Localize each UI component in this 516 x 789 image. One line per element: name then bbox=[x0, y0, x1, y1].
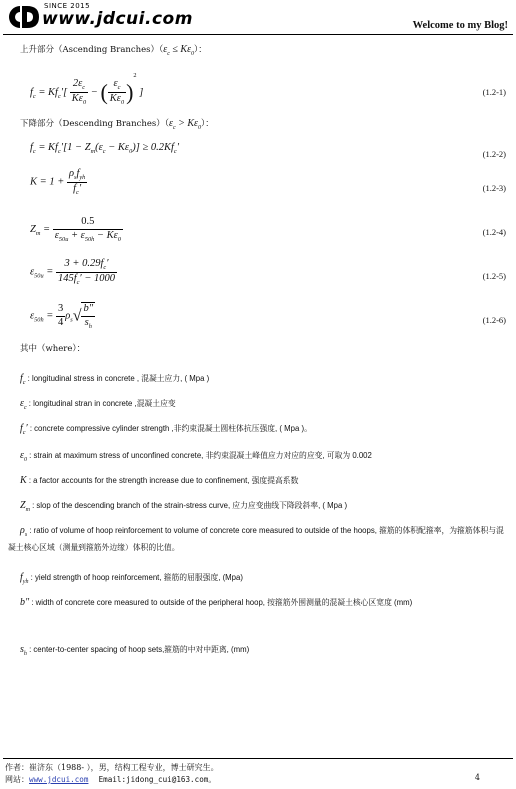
equation-1-2-1: $f_c = Kf_c'$[ $\frac{2\varepsilon_c}{K\varepsilon_0}$ − ( $\frac{\varepsilon_c}{K\varepsilon_0}$ )$^2$ ] (1.2-1) bbox=[30, 72, 506, 107]
def-sh: $s_h$ : center-to-center spacing of hoop sets,箍筋的中对中距离, (mm) bbox=[20, 644, 250, 657]
def-fyh: $f_{yh}$ : yield strength of hoop reinforcement, 箍筋的屈服强度, (Mpa) bbox=[20, 572, 243, 585]
equation-number: (1.2-4) bbox=[482, 226, 506, 237]
header-rule bbox=[3, 34, 513, 35]
equation-1-2-2: $f_c = Kf_c'[1 - Z_m(\varepsilon_c - K\varepsilon_0)] \ge 0.2Kf_c'$ (1.2-2) bbox=[30, 142, 506, 159]
equation-number: (1.2-6) bbox=[482, 314, 506, 325]
equation-1-2-3: K = 1 + $\frac{\rho_sf_{yh}}{f_c'}$ (1.2-3) bbox=[30, 168, 506, 196]
definition-list bbox=[8, 370, 506, 663]
logo-icon bbox=[4, 2, 40, 32]
page-header bbox=[0, 0, 516, 34]
equation-1-2-6: $\varepsilon_{50h}$ = $\frac{3}{4}$ $\rho_s√$ $\frac{b''}{s_h}$ (1.2-6) bbox=[30, 303, 506, 330]
ascending-heading: 上升部分（Ascending $Branches)(\varepsilon_c \le K\varepsilon_0)$： bbox=[20, 44, 207, 57]
def-e0: $\varepsilon_0$ : strain at maximum stress of unconfined concrete, 非约束混凝土峰值应力对应的应变, 可取为 0.002 bbox=[20, 450, 372, 463]
def-fcp: $f_c'$ : concrete compressive cylinder strength ,非约束混凝土圆柱体抗压强度, ( Mpa )。 bbox=[20, 423, 312, 436]
footer-contact: 网站：www.jdcui.com Email:jidong_cui@163.com。 bbox=[5, 775, 216, 784]
where-heading: 其中（where）： bbox=[20, 344, 86, 354]
equation-number: (1.2-2) bbox=[482, 148, 506, 159]
equation-number: (1.2-1) bbox=[482, 86, 506, 97]
def-rho: $\rho_s$ : ratio of volume of hoop reinforcement to volume of concrete core measured to outside of the hoops, 箍筋的体积配箍率，为箍筋体积与混凝土核心区域（测量到箍筋外边缘）体积的比值。 bbox=[8, 525, 504, 552]
welcome-text: Welcome to my Blog! bbox=[412, 20, 508, 31]
email-text: Email:jidong_cui@163.com。 bbox=[98, 775, 216, 784]
def-Zm: $Z_m$ : slop of the descending branch of the strain-stress curve, 应力应变曲线下降段斜率, ( Mpa ) bbox=[20, 500, 348, 513]
def-K: K : a factor accounts for the strength increase due to confinement, 强度提高系数 bbox=[20, 475, 299, 486]
descending-heading: 下降部分（Descending $Branches)(\varepsilon_c > K\varepsilon_0)$： bbox=[20, 118, 214, 131]
footer-author: 作者：崔济东（1988- ），男，结构工程专业，博士研究生。 bbox=[5, 763, 219, 772]
equation-number: (1.2-3) bbox=[482, 182, 506, 193]
site-logo-text: www.jdcui.com bbox=[42, 9, 193, 29]
equation-1-2-4: $Z_m$ = $\frac{0.5}{\varepsilon_{50u} + \varepsilon_{50h} - K\varepsilon_0}$ (1.2-4) bbox=[30, 216, 506, 243]
site-link[interactable]: www.jdcui.com bbox=[29, 775, 89, 784]
document-body bbox=[8, 44, 506, 663]
page-number: 4 bbox=[474, 773, 480, 782]
def-fc: $f_c$ : longitudinal stress in concrete , 混凝土应力, ( Mpa ) bbox=[20, 373, 210, 386]
footer-rule bbox=[3, 758, 513, 759]
equation-number: (1.2-5) bbox=[482, 270, 506, 281]
since-label: SINCE 2015 bbox=[44, 2, 91, 10]
def-b: b″ : width of concrete core measured to outside of the peripheral hoop, 按箍筋外围测量的混凝土核心区宽度 (mm) bbox=[20, 597, 413, 608]
def-ec: $\varepsilon_c$ : longitudinal stran in concrete ,混凝土应变 bbox=[20, 398, 176, 411]
equation-1-2-5: $\varepsilon_{50u}$ = $\frac{3 + 0.29f_c'}{145f_c' - 1000}$ (1.2-5) bbox=[30, 258, 506, 286]
